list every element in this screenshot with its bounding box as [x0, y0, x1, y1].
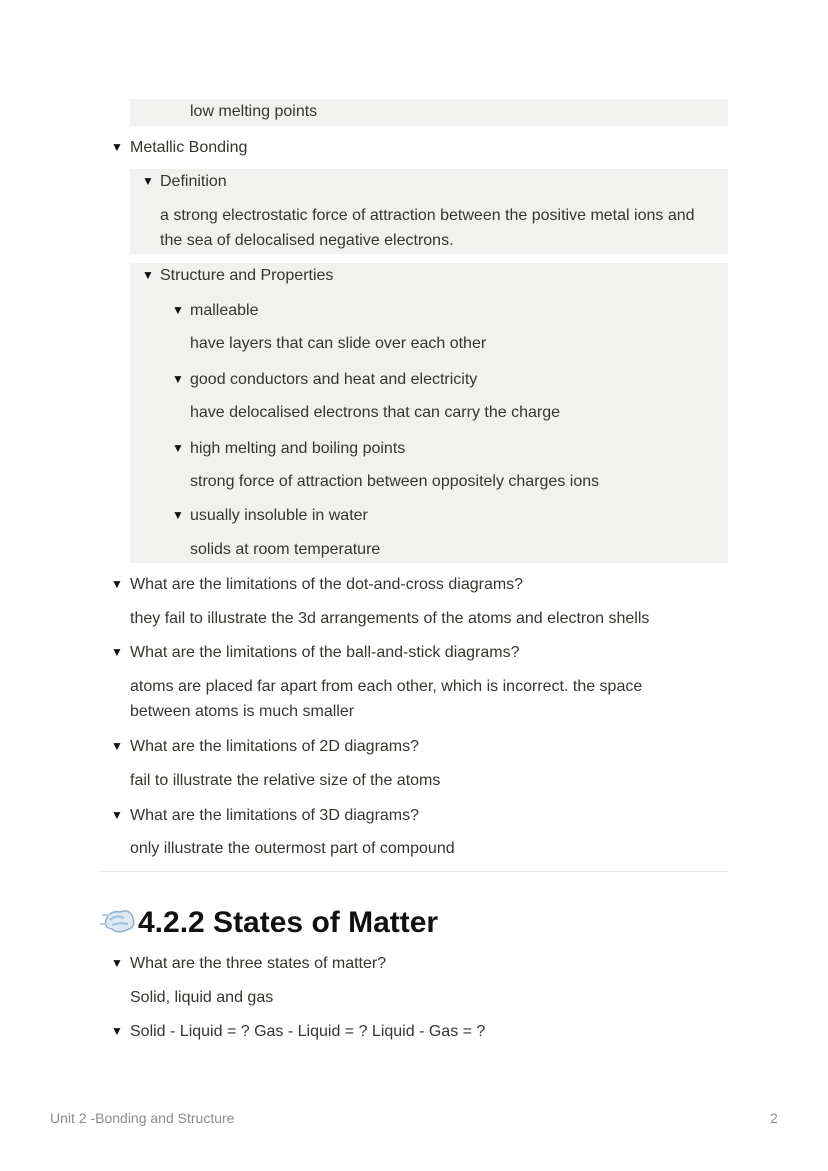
- answer-ball-stick-line-2: between atoms is much smaller: [130, 703, 355, 720]
- answer-3d: only illustrate the outermost part of compound: [130, 840, 455, 857]
- property-malleable-body: have layers that can slide over each other: [190, 335, 487, 352]
- question-2d[interactable]: What are the limitations of 2D diagrams?: [130, 738, 420, 755]
- section-heading: [100, 900, 438, 945]
- metallic-bonding-title[interactable]: Metallic Bonding: [130, 139, 248, 156]
- dash-wind-icon: [100, 900, 138, 940]
- property-toggle-triangle-icon[interactable]: ▼: [172, 441, 184, 455]
- section-heading-text: 4.2.2 States of Matter: [138, 906, 439, 939]
- metallic-toggle-triangle-icon[interactable]: ▼: [111, 140, 123, 154]
- page-number: 2: [770, 1110, 778, 1126]
- question-toggle-triangle-icon[interactable]: ▼: [111, 739, 123, 753]
- property-toggle-triangle-icon[interactable]: ▼: [172, 508, 184, 522]
- structure-toggle-triangle-icon[interactable]: ▼: [142, 268, 154, 282]
- definition-line-1: a strong electrostatic force of attraction between the positive metal ions and: [160, 207, 695, 224]
- answer-2d: fail to illustrate the relative size of the atoms: [130, 772, 441, 789]
- property-toggle-triangle-icon[interactable]: ▼: [172, 372, 184, 386]
- question-toggle-triangle-icon[interactable]: ▼: [111, 808, 123, 822]
- section-divider: [100, 871, 728, 872]
- property-insoluble-label[interactable]: usually insoluble in water: [190, 507, 368, 524]
- question-toggle-triangle-icon[interactable]: ▼: [111, 645, 123, 659]
- question-state-changes[interactable]: Solid - Liquid = ? Gas - Liquid = ? Liquid - Gas = ?: [130, 1023, 486, 1040]
- question-ball-stick[interactable]: What are the limitations of the ball-and-stick diagrams?: [130, 644, 520, 661]
- property-conductors-label[interactable]: good conductors and heat and electricity: [190, 371, 478, 388]
- question-three-states[interactable]: What are the three states of matter?: [130, 955, 387, 972]
- property-malleable-label[interactable]: malleable: [190, 302, 259, 319]
- answer-three-states: Solid, liquid and gas: [130, 989, 274, 1006]
- question-3d[interactable]: What are the limitations of 3D diagrams?: [130, 807, 420, 824]
- question-dot-cross[interactable]: What are the limitations of the dot-and-cross diagrams?: [130, 576, 524, 593]
- property-melting-body: strong force of attraction between oppositely charges ions: [190, 473, 600, 490]
- property-insoluble-body: solids at room temperature: [190, 541, 381, 558]
- footer-title: Unit 2 -Bonding and Structure: [50, 1110, 235, 1126]
- question-toggle-triangle-icon[interactable]: ▼: [111, 577, 123, 591]
- answer-ball-stick-line-1: atoms are placed far apart from each other, which is incorrect. the space: [130, 678, 643, 695]
- structure-label[interactable]: Structure and Properties: [160, 267, 334, 284]
- question-toggle-triangle-icon[interactable]: ▼: [111, 1024, 123, 1038]
- definition-line-2: the sea of delocalised negative electrons.: [160, 232, 454, 249]
- property-melting-label[interactable]: high melting and boiling points: [190, 440, 406, 457]
- top-item-text: low melting points: [190, 103, 318, 120]
- question-toggle-triangle-icon[interactable]: ▼: [111, 956, 123, 970]
- property-conductors-body: have delocalised electrons that can carry the charge: [190, 404, 560, 421]
- property-toggle-triangle-icon[interactable]: ▼: [172, 303, 184, 317]
- answer-dot-cross: they fail to illustrate the 3d arrangements of the atoms and electron shells: [130, 610, 650, 627]
- definition-label[interactable]: Definition: [160, 173, 227, 190]
- definition-toggle-triangle-icon[interactable]: ▼: [142, 174, 154, 188]
